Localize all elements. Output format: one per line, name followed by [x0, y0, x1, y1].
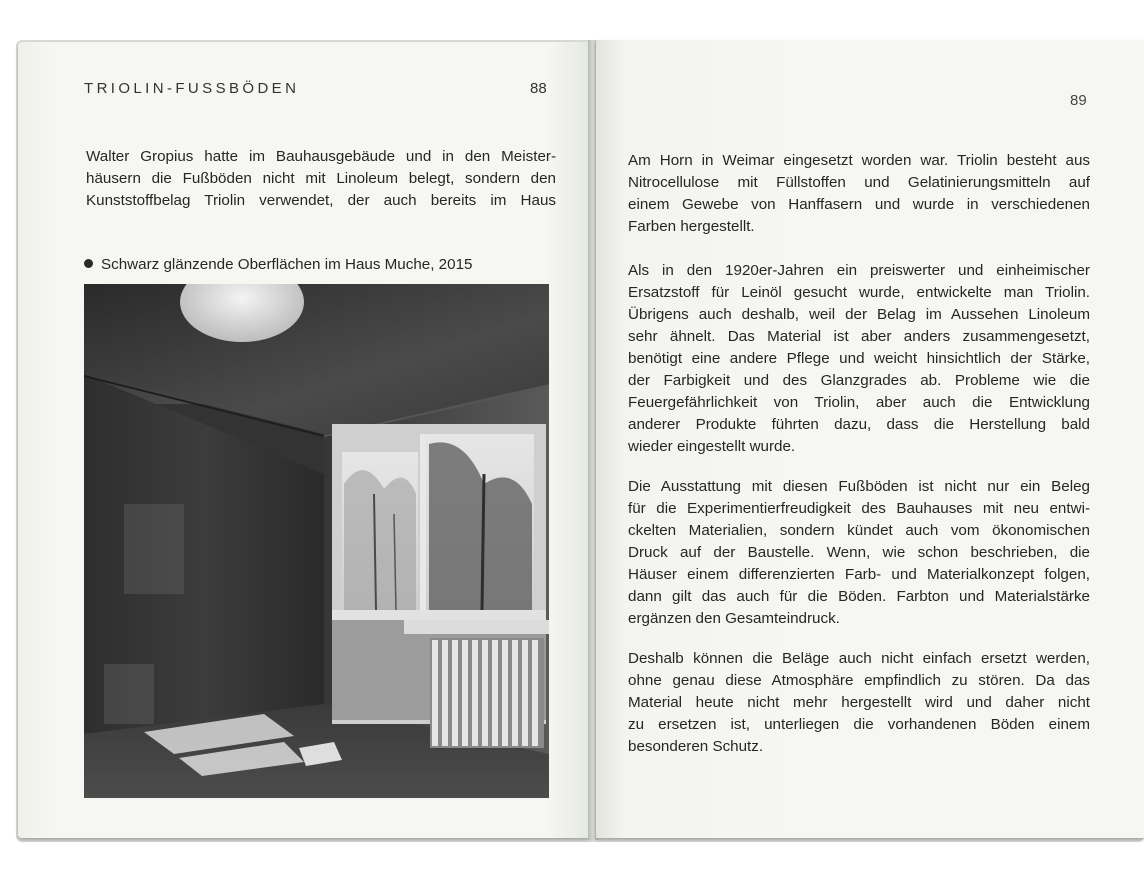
bullet-icon	[84, 259, 93, 268]
paragraph-4	[628, 648, 1090, 758]
page-number-right: 89	[1070, 92, 1087, 109]
text-line: ckelten Materialien, sondern kündet auch vom ökonomischen	[628, 522, 1090, 539]
caption-text: Schwarz glänzende Oberflächen im Haus Muche, 2015	[101, 256, 473, 273]
text-line: ergänzen den Gesamteindruck.	[628, 610, 840, 627]
left-page	[18, 42, 590, 838]
text-line: ohne genau diese Atmosphäre empfindlich zu stören. Da das	[628, 672, 1090, 689]
text-line: besonderen Schutz.	[628, 738, 764, 755]
text-line: Die Ausstattung mit diesen Fußböden ist nicht nur ein Beleg	[628, 478, 1090, 495]
paragraph-1	[628, 150, 1090, 238]
text-line: häusern die Fußböden nicht mit Linoleum belegt, sondern den	[86, 170, 556, 187]
text-line: wieder eingestellt wurde.	[628, 438, 796, 455]
text-line: Übrigens auch deshalb, weil der Belag im Aussehen Linoleum	[628, 306, 1090, 323]
text-line: Kunststoffbelag Triolin verwendet, der auch bereits im Haus	[86, 192, 556, 209]
text-line: Nitrocellulose mit Füllstoffen und Gelatinierungsmitteln auf	[628, 174, 1090, 191]
right-page	[596, 40, 1144, 838]
left-body-text	[86, 146, 556, 212]
text-line: einem Gewebe von Hanffasern und wurde in verschiedenen	[628, 196, 1090, 213]
paragraph-3	[628, 476, 1090, 630]
text-line: der Farbigkeit und des Glanzgrades ab. Probleme wie die	[628, 372, 1090, 389]
running-head: TRIOLIN-FUSSBÖDEN	[84, 80, 300, 97]
text-line: Druck auf der Baustelle. Wenn, wie schon beschrieben, die	[628, 544, 1090, 561]
text-line: anderer Produkte führten dazu, dass die Herstellung bald	[628, 416, 1090, 433]
text-line: Häuser einem differenzierten Farb- und Materialkonzept folgen,	[628, 566, 1090, 583]
text-line: Als in den 1920er-Jahren ein preiswerter und einheimischer	[628, 262, 1090, 279]
text-line: Farben hergestellt.	[628, 218, 755, 235]
photo-caption	[84, 256, 556, 273]
text-line: Walter Gropius hatte im Bauhausgebäude und in den Meister-	[86, 148, 556, 165]
text-line: Deshalb können die Beläge auch nicht einfach ersetzt werden,	[628, 650, 1090, 667]
text-line: sehr ähnelt. Das Material ist aber anders zusammengesetzt,	[628, 328, 1090, 345]
page-number-left: 88	[530, 80, 547, 97]
text-line: Am Horn in Weimar eingesetzt worden war. Triolin besteht aus	[628, 152, 1090, 169]
paragraph-2	[628, 260, 1090, 458]
text-line: benötigt eine andere Pflege und weicht hinsichtlich der Stärke,	[628, 350, 1090, 367]
text-line: Ersatzstoff für Leinöl gesucht wurde, entwickelte man Triolin.	[628, 284, 1090, 301]
text-line: Feuergefährlichkeit von Triolin, aber auch die Entwicklung	[628, 394, 1090, 411]
text-line: Material heute nicht mehr hergestellt wird und daher nicht	[628, 694, 1090, 711]
text-line: zu ersetzen ist, unterliegen die vorhandenen Böden einem	[628, 716, 1090, 733]
text-line: für die Experimentierfreudigkeit des Bauhauses mit neu entwi-	[628, 500, 1090, 517]
room-interior-photo	[84, 284, 549, 798]
text-line: dann gilt das auch für die Böden. Farbton und Materialstärke	[628, 588, 1090, 605]
